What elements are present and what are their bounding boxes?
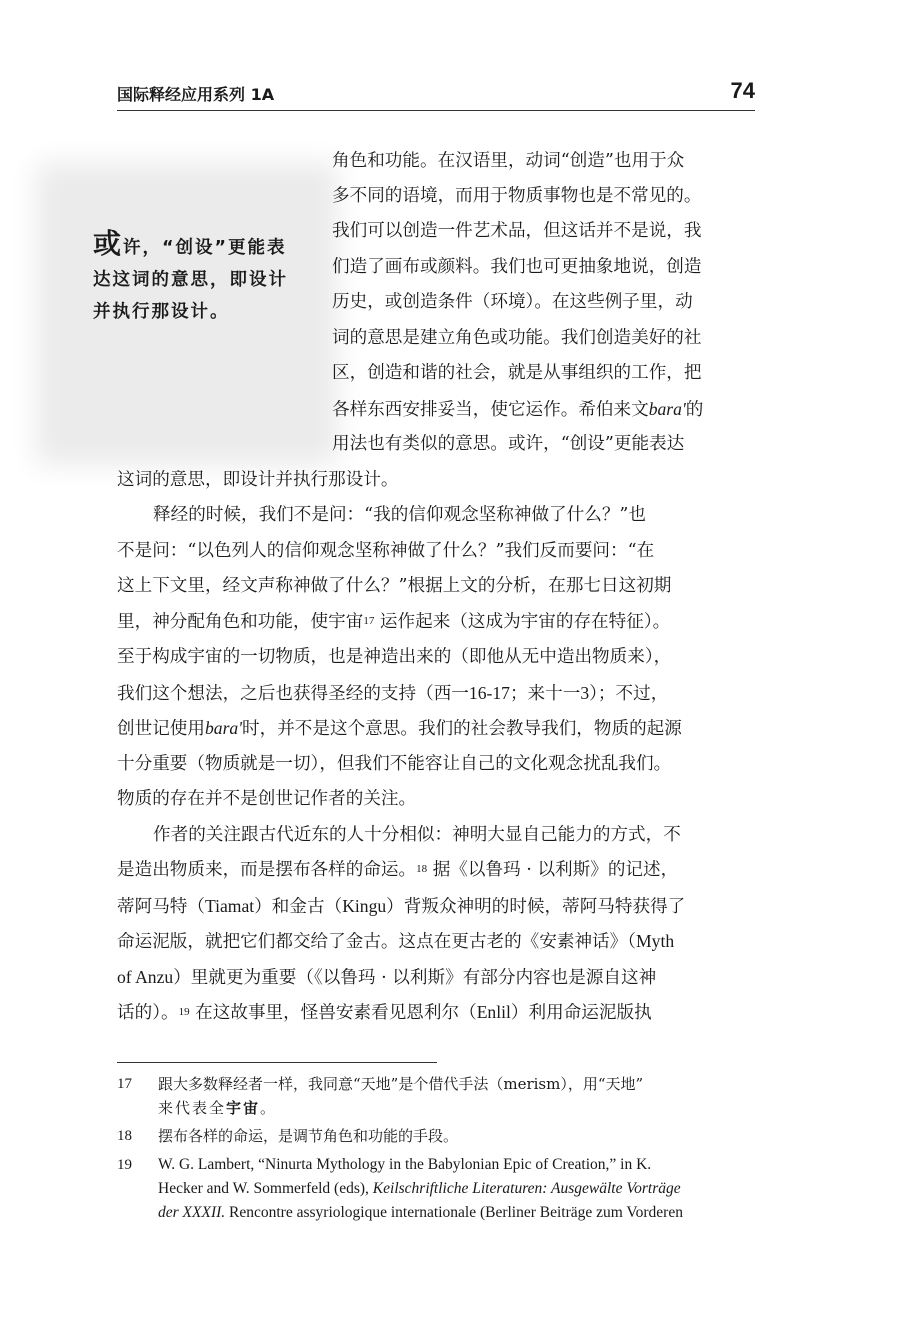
page-number: 74 <box>730 78 755 103</box>
body-line: 多不同的语境，而用于物质事物也是不常见的。 <box>332 186 702 206</box>
pullquote-text: 许，“创设”更能表达这词的意思，即设计并执行那设计。 <box>93 238 288 322</box>
body-line: 作者的关注跟古代近东的人十分相似：神明大显自己能力的方式，不 <box>153 825 681 845</box>
pullquote <box>93 227 293 328</box>
footnote-17-cont: 来代表全宇宙。 <box>158 1099 278 1117</box>
body-line: 角色和功能。在汉语里，动词“创造”也用于众 <box>332 151 685 171</box>
footnote-18: 摆布各样的命运，是调节角色和功能的手段。 <box>158 1127 459 1145</box>
body-line: 创世记使用bara'时，并不是这个意思。我们的社会教导我们，物质的起源 <box>117 718 682 739</box>
footnote-ref[interactable]: 18 <box>416 863 428 875</box>
body-line: 话的）。$^{19}$ 在这故事里，怪兽安素看见恩利尔（Enlil）利用命运泥版执 <box>117 1002 652 1023</box>
footnote-number: 19 <box>117 1157 132 1173</box>
footnote-rule <box>117 1062 437 1063</box>
body-line: 们造了画布或颜料。我们也可更抽象地说，创造 <box>332 257 702 277</box>
body-line: 这词的意思，即设计并执行那设计。 <box>117 470 399 490</box>
body-line: 至于构成宇宙的一切物质，也是神造出来的（即他从无中造出物质来）， <box>117 647 672 667</box>
footnote-19-cont: der XXXII. Rencontre assyriologique internationale (Berliner Beiträge zum Vorderen <box>158 1204 683 1221</box>
header-title: 国际释经应用系列 1A <box>117 85 275 104</box>
body-line: 蒂阿马特（Tiamat）和金古（Kingu）背叛众神明的时候，蒂阿马特获得了 <box>117 896 686 917</box>
body-line: 释经的时候，我们不是问：“我的信仰观念坚称神做了什么？”也 <box>153 505 647 525</box>
footnote-19: W. G. Lambert, “Ninurta Mythology in the Babylonian Epic of Creation,” in K. <box>158 1156 652 1173</box>
hebrew-term: bara' <box>648 399 686 419</box>
body-line: of Anzu）里就更为重要（《以鲁玛 · 以利斯》有部分内容也是源自这神 <box>117 967 657 988</box>
body-line: 区，创造和谐的社会，就是从事组织的工作，把 <box>332 363 702 383</box>
body-line: 这上下文里，经文声称神做了什么？”根据上文的分析，在那七日这初期 <box>117 576 672 596</box>
body-line: 我们可以创造一件艺术品，但这话并不是说，我 <box>332 221 702 241</box>
footnote-ref[interactable]: 19 <box>178 1006 190 1018</box>
footnote-ref[interactable]: 17 <box>363 615 375 627</box>
body-line: 十分重要（物质就是一切），但我们不能容让自己的文化观念扰乱我们。 <box>117 754 672 774</box>
body-line: 各样东西安排妥当，使它运作。希伯来文bara'的 <box>332 399 704 420</box>
footnote-17: 跟大多数释经者一样，我同意“天地”是个借代手法（merism），用“天地” <box>158 1075 644 1093</box>
body-line: 命运泥版，就把它们都交给了金古。这点在更古老的《安素神话》（Myth <box>117 931 675 952</box>
footnote-number: 18 <box>117 1128 132 1144</box>
body-line: 不是问：“以色列人的信仰观念坚称神做了什么？”我们反而要问：“在 <box>117 541 655 561</box>
running-header <box>117 80 755 111</box>
pullquote-dropcap: 或 <box>93 227 124 260</box>
body-line: 里，神分配角色和功能，使宇宙$^{17}$ 运作起来（这成为宇宙的存在特征）。 <box>117 612 671 632</box>
footnote-number: 17 <box>117 1076 132 1092</box>
body-line: 历史，或创造条件（环境）。在这些例子里，动 <box>332 292 693 312</box>
body-line: 是造出物质来，而是摆布各样的命运。$^{18}$ 据《以鲁玛 · 以利斯》的记述， <box>117 860 679 880</box>
footnote-19-cont: Hecker and W. Sommerfeld (eds), Keilschriftliche Literaturen: Ausgewälte Vorträge <box>158 1180 681 1197</box>
body-line: 词的意思是建立角色或功能。我们创造美好的社 <box>332 328 702 348</box>
hebrew-term: bara' <box>204 718 242 738</box>
body-line: 我们这个想法，之后也获得圣经的支持（西一16-17；来十一3）；不过， <box>117 683 669 704</box>
body-line: 用法也有类似的意思。或许，“创设”更能表达 <box>332 434 685 454</box>
body-line: 物质的存在并不是创世记作者的关注。 <box>117 789 417 809</box>
